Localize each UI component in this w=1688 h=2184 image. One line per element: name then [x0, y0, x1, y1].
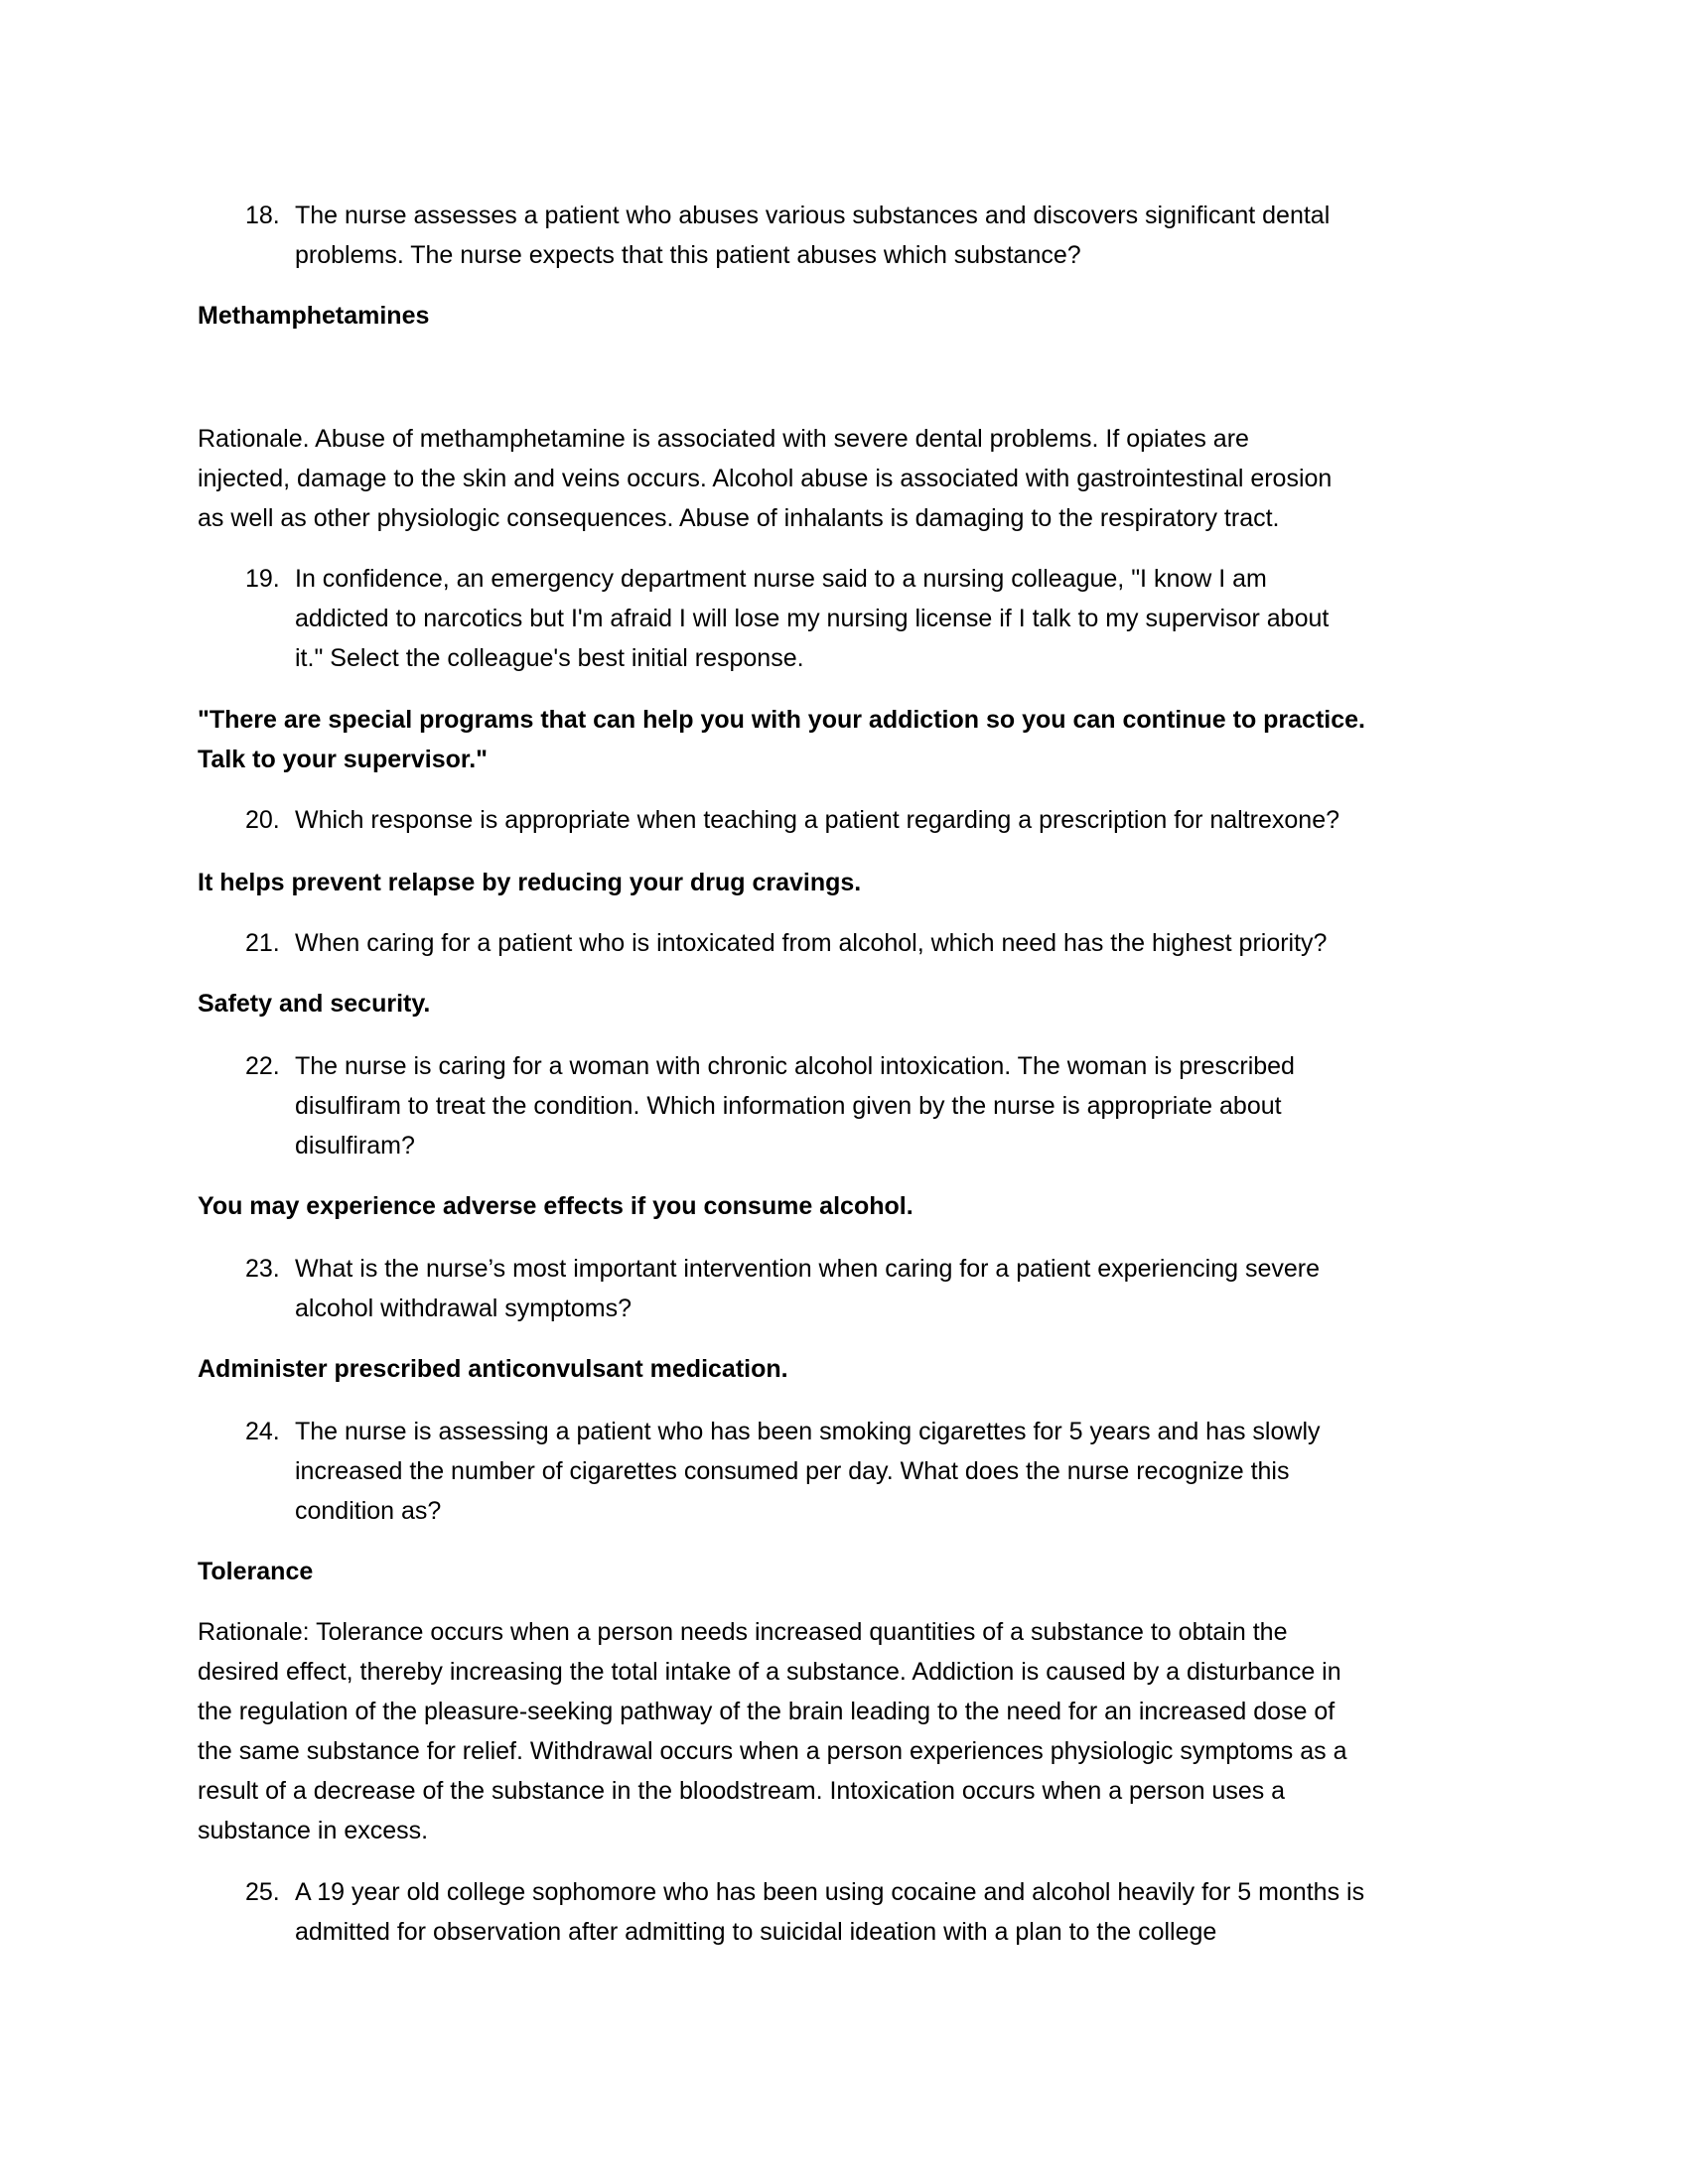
question-number: 25.: [245, 1878, 280, 1906]
rationale-line: desired effect, thereby increasing the total intake of a substance. Addiction is caused by a disturbance in: [198, 1658, 1341, 1686]
question-line: condition as?: [295, 1497, 442, 1525]
rationale-line: Rationale. Abuse of methamphetamine is associated with severe dental problems. If opiates are: [198, 425, 1249, 453]
answer-line: Administer prescribed anticonvulsant medication.: [198, 1355, 788, 1383]
question-line: problems. The nurse expects that this patient abuses which substance?: [295, 241, 1081, 269]
question-line: disulfiram to treat the condition. Which information given by the nurse is appropriate about: [295, 1092, 1282, 1120]
answer-line: It helps prevent relapse by reducing your drug cravings.: [198, 869, 862, 896]
question-number: 19.: [245, 565, 280, 593]
question-line: The nurse is caring for a woman with chronic alcohol intoxication. The woman is prescribed: [295, 1052, 1295, 1080]
question-line: What is the nurse’s most important intervention when caring for a patient experiencing severe: [295, 1255, 1321, 1283]
question-number: 18.: [245, 202, 280, 229]
question-line: In confidence, an emergency department nurse said to a nursing colleague, "I know I am: [295, 565, 1267, 593]
question-line: When caring for a patient who is intoxicated from alcohol, which need has the highest priority?: [295, 929, 1328, 957]
question-line: alcohol withdrawal symptoms?: [295, 1295, 633, 1322]
rationale-line: the regulation of the pleasure-seeking pathway of the brain leading to the need for an increased dose of: [198, 1698, 1336, 1725]
answer-line: Talk to your supervisor.": [198, 746, 489, 773]
question-number: 23.: [245, 1255, 280, 1283]
question-line: Which response is appropriate when teaching a patient regarding a prescription for naltrexone?: [295, 806, 1340, 834]
answer-line: You may experience adverse effects if you consume alcohol.: [198, 1192, 914, 1220]
rationale-line: Rationale: Tolerance occurs when a person needs increased quantities of a substance to obtain the: [198, 1618, 1288, 1646]
rationale-line: result of a decrease of the substance in the bloodstream. Intoxication occurs when a person uses a: [198, 1777, 1286, 1805]
question-line: increased the number of cigarettes consumed per day. What does the nurse recognize this: [295, 1457, 1290, 1485]
rationale-line: substance in excess.: [198, 1817, 429, 1844]
question-number: 24.: [245, 1418, 280, 1445]
question-line: disulfiram?: [295, 1132, 415, 1160]
answer-line: Methamphetamines: [198, 302, 430, 330]
question-number: 20.: [245, 806, 280, 834]
question-line: A 19 year old college sophomore who has been using cocaine and alcohol heavily for 5 months is: [295, 1878, 1365, 1906]
question-line: addicted to narcotics but I'm afraid I will lose my nursing license if I talk to my supervisor about: [295, 605, 1330, 632]
answer-line: Safety and security.: [198, 990, 431, 1018]
rationale-line: injected, damage to the skin and veins occurs. Alcohol abuse is associated with gastrointestinal erosion: [198, 465, 1333, 492]
rationale-line: the same substance for relief. Withdrawal occurs when a person experiences physiologic symptoms as a: [198, 1737, 1347, 1765]
question-number: 21.: [245, 929, 280, 957]
question-line: The nurse is assessing a patient who has been smoking cigarettes for 5 years and has slowly: [295, 1418, 1321, 1445]
rationale-line: as well as other physiologic consequences. Abuse of inhalants is damaging to the respiratory tract.: [198, 504, 1280, 532]
answer-line: Tolerance: [198, 1558, 314, 1585]
question-line: it." Select the colleague's best initial response.: [295, 644, 804, 672]
answer-line: "There are special programs that can help you with your addiction so you can continue to practice.: [198, 706, 1365, 734]
question-line: The nurse assesses a patient who abuses various substances and discovers significant dental: [295, 202, 1331, 229]
question-number: 22.: [245, 1052, 280, 1080]
question-line: admitted for observation after admitting to suicidal ideation with a plan to the college: [295, 1918, 1217, 1946]
